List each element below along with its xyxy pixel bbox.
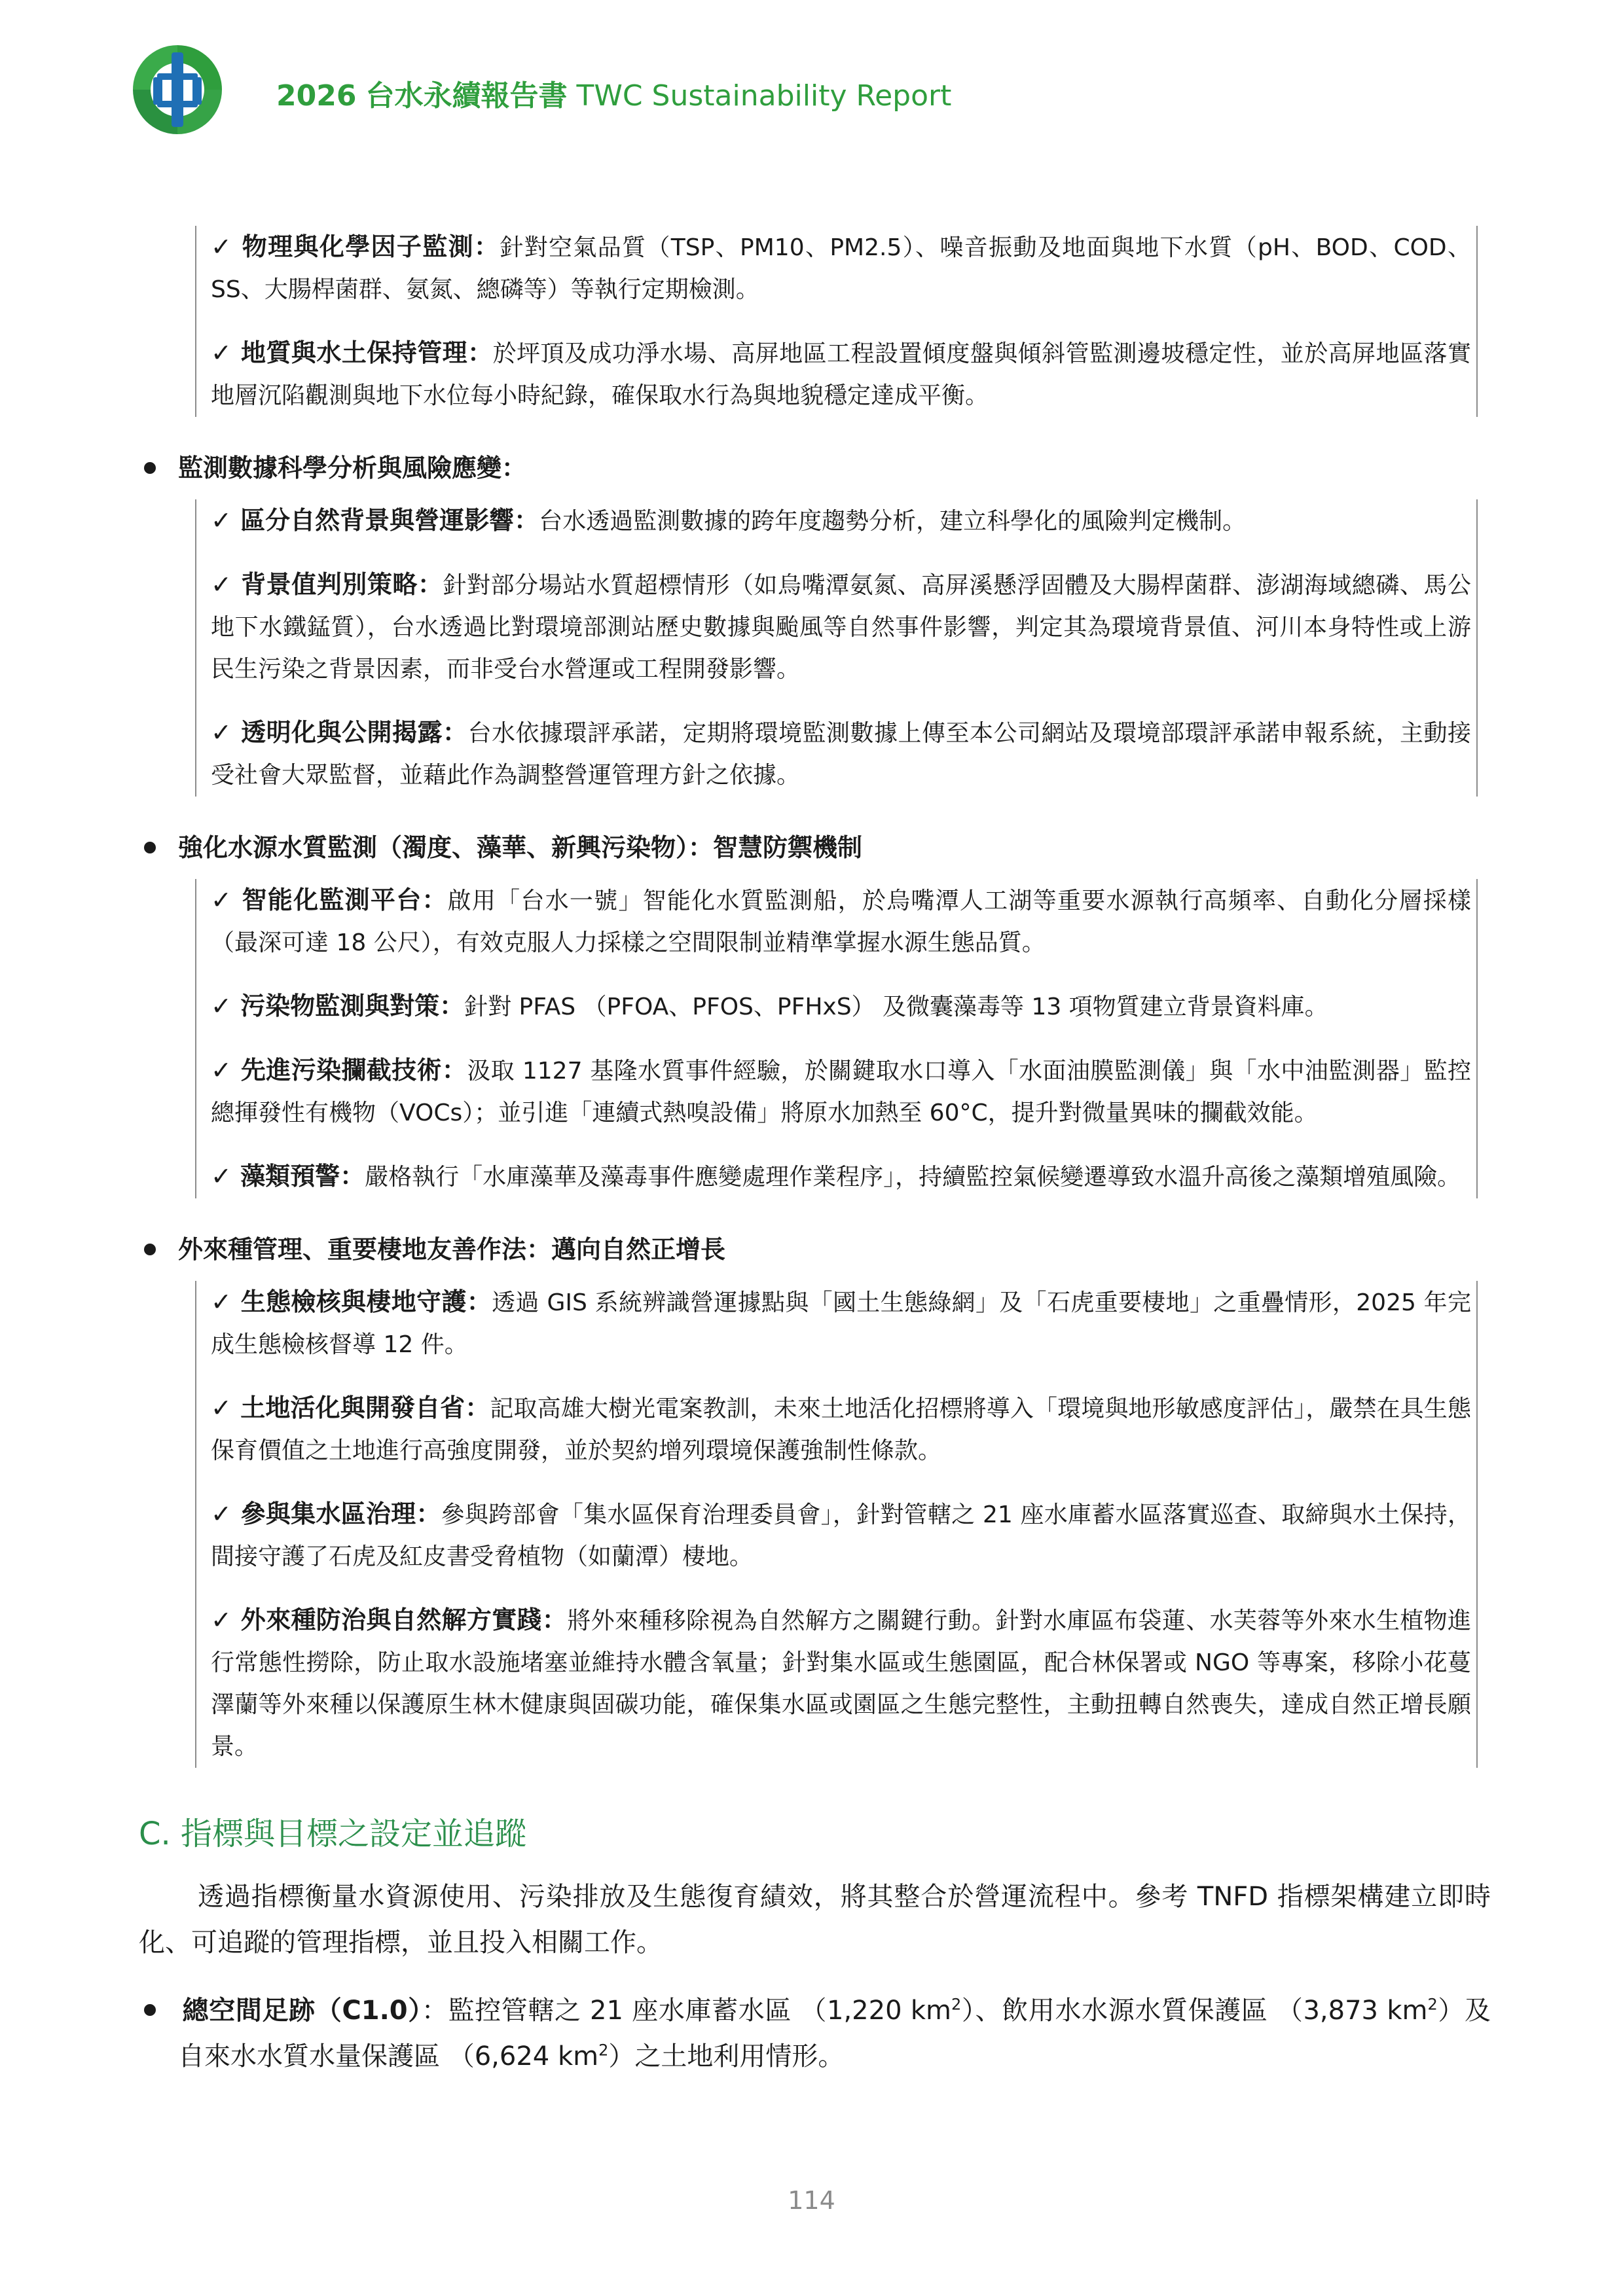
spatial-footprint-item: 總空間足跡（C1.0）：監控管轄之 21 座水庫蓄水區 （1,220 $km^2$）、飲用水水源水質保護區 （3,873 $km^2$）及自來水水質水量保護區 （6,624 $km^2$）之土地利用情形。 bbox=[139, 1988, 1491, 2079]
section-heading-water-quality: 強化水源水質監測（濁度、藻華、新興污染物）：智慧防禦機制 bbox=[139, 829, 1491, 866]
list-item: ✓ 區分自然背景與營運影響：台水透過監測數據的跨年度趨勢分析，建立科學化的風險判定機制。 bbox=[211, 506, 1247, 535]
monitoring-box-1 bbox=[195, 226, 1478, 417]
bullet-icon bbox=[144, 2004, 156, 2016]
main-content bbox=[139, 226, 1491, 2079]
report-title bbox=[276, 72, 951, 114]
list-item: ✓ 土地活化與開發自省：記取高雄大樹光電案教訓，未來土地活化招標將導入「環境與地形敏感度評估」，嚴禁在具生態保育價值之土地進行高強度開發，並於契約增列環境保護強制性條款。 bbox=[211, 1393, 1471, 1464]
monitoring-box-4 bbox=[195, 1281, 1478, 1768]
list-item: ✓ 污染物監測與對策：針對 PFAS （PFOA、PFOS、PFHxS） 及微囊藻毒等 13 項物質建立背景資料庫。 bbox=[211, 992, 1328, 1020]
section-heading-invasive-species: 外來種管理、重要棲地友善作法：邁向自然正增長 bbox=[139, 1231, 1491, 1268]
section-c-paragraph: 透過指標衡量水資源使用、污染排放及生態復育績效，將其整合於營運流程中。參考 TNFD 指標架構建立即時化、可追蹤的管理指標，並且投入相關工作。 bbox=[139, 1882, 1491, 1958]
monitoring-box-2 bbox=[195, 499, 1478, 797]
list-item: ✓ 透明化與公開揭露：台水依據環評承諾，定期將環境監測數據上傳至本公司網站及環境部環評承諾申報系統，主動接受社會大眾監督，並藉此作為調整營運管理方針之依據。 bbox=[211, 718, 1471, 789]
list-item: ✓ 背景值判別策略：針對部分場站水質超標情形（如烏嘴潭氨氮、高屏溪懸浮固體及大腸桿菌群、澎湖海域總磷、馬公地下水鐵錳質），台水透過比對環境部測站歷史數據與颱風等自然事件影響，判定其為環境背景值、河川本身特性或上游民生污染之背景因素，而非受台水營運或工程開發影響。 bbox=[211, 570, 1471, 683]
report-title-en: TWC Sustainability Report bbox=[576, 79, 952, 113]
list-item: ✓ 物理與化學因子監測：針對空氣品質（TSP、PM10、PM2.5）、噪音振動及地面與地下水質（pH、BOD、COD、SS、大腸桿菌群、氨氮、總磷等）等執行定期檢測。 bbox=[211, 232, 1471, 303]
list-item: ✓ 先進污染攔截技術：汲取 1127 基隆水質事件經驗，於關鍵取水口導入「水面油膜監測儀」與「水中油監測器」監控總揮發性有機物（VOCs）；並引進「連續式熱嗅設備」將原水加熱至 60°C，提升對微量異味的攔截效能。 bbox=[211, 1056, 1471, 1126]
twc-logo-icon bbox=[131, 43, 224, 136]
report-title-zh: 台水永續報告書 bbox=[365, 79, 568, 113]
list-item: ✓ 智能化監測平台：啟用「台水一號」智能化水質監測船，於烏嘴潭人工湖等重要水源執行高頻率、自動化分層採樣（最深可達 18 公尺），有效克服人力採樣之空間限制並精準掌握水源生態品質。 bbox=[211, 886, 1471, 956]
list-item: ✓ 地質與水土保持管理：於坪頂及成功淨水場、高屏地區工程設置傾度盤與傾斜管監測邊坡穩定性，並於高屏地區落實地層沉陷觀測與地下水位每小時紀錄，確保取水行為與地貌穩定達成平衡。 bbox=[211, 338, 1471, 409]
section-heading-data-analysis: 監測數據科學分析與風險應變： bbox=[139, 450, 1491, 486]
monitoring-box-3 bbox=[195, 879, 1478, 1198]
list-item: ✓ 參與集水區治理：參與跨部會「集水區保育治理委員會」，針對管轄之 21 座水庫蓄水區落實巡查、取締與水土保持，間接守護了石虎及紅皮書受脅植物（如蘭潭）棲地。 bbox=[211, 1499, 1471, 1570]
list-item: ✓ 生態檢核與棲地守護：透過 GIS 系統辨識營運據點與「國土生態綠網」及「石虎重要棲地」之重疊情形，2025 年完成生態檢核督導 12 件。 bbox=[211, 1287, 1471, 1358]
report-year: 2026 bbox=[276, 79, 357, 113]
list-item: ✓ 藻類預警：嚴格執行「水庫藻華及藻毒事件應變處理作業程序」，持續監控氣候變遷導致水溫升高後之藻類增殖風險。 bbox=[211, 1162, 1461, 1191]
section-c-heading: C. 指標與目標之設定並追蹤 bbox=[139, 1816, 527, 1852]
page-number: 114 bbox=[788, 2186, 835, 2215]
list-item: ✓ 外來種防治與自然解方實踐：將外來種移除視為自然解方之關鍵行動。針對水庫區布袋蓮、水芙蓉等外來水生植物進行常態性撈除，防止取水設施堵塞並維持水體含氧量；針對集水區或生態園區，配合林保署或 NGO 等專案，移除小花蔓澤蘭等外來種以保護原生林木健康與固碳功能，確保集水區或園區之生態完整性，主動扭轉自然喪失，達成自然正增長願景。 bbox=[211, 1605, 1471, 1760]
